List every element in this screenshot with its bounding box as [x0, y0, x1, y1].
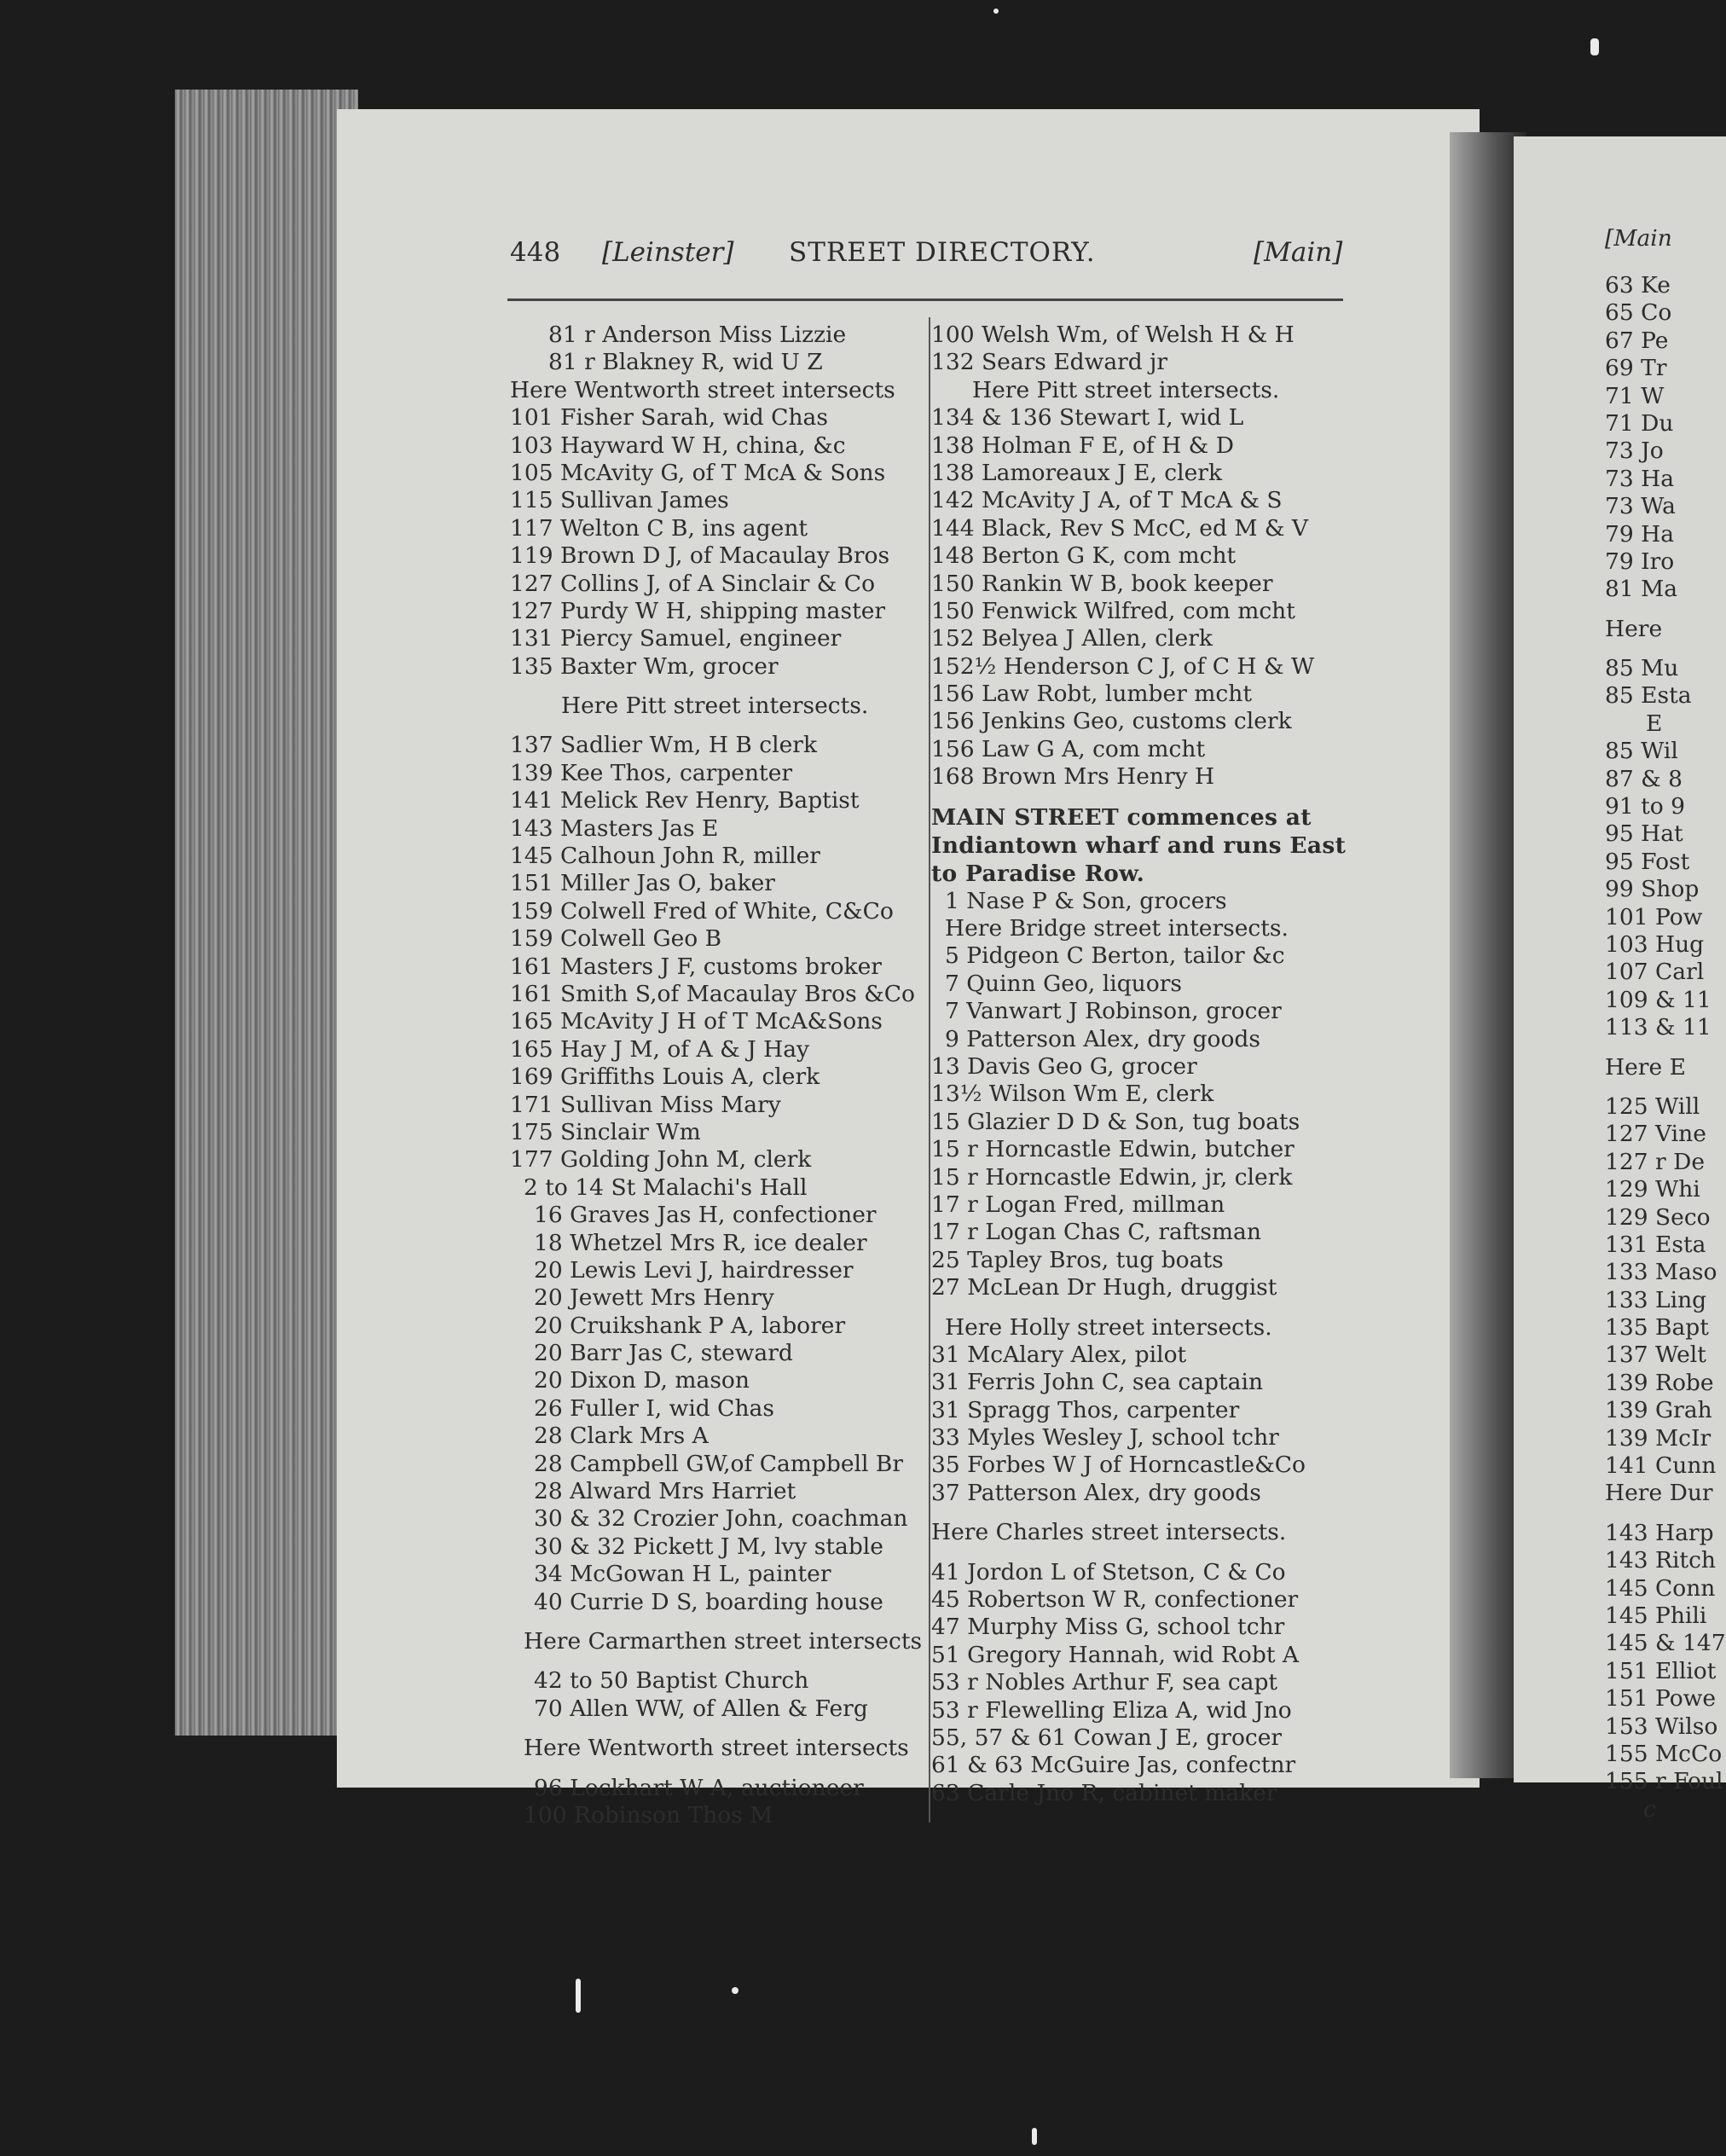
directory-entry: 26 Fuller I, wid Chas	[534, 1394, 774, 1422]
directory-entry: 28 Alward Mrs Harriet	[534, 1478, 796, 1505]
header-rule	[507, 298, 1343, 301]
intersection-note: Here Holly street intersects.	[945, 1313, 1272, 1341]
directory-entry: 15 r Horncastle Edwin, jr, clerk	[931, 1163, 1293, 1191]
directory-entry: 53 r Nobles Arthur F, sea capt	[931, 1669, 1278, 1696]
facing-entry: 151 Elliot	[1605, 1657, 1717, 1684]
directory-entry: 142 McAvity J A, of T McA & S	[931, 487, 1283, 514]
facing-entry: Here	[1605, 615, 1663, 642]
directory-entry: 42 to 50 Baptist Church	[534, 1667, 809, 1695]
directory-entry: 51 Gregory Hannah, wid Robt A	[931, 1641, 1300, 1668]
facing-entry: 125 Will	[1605, 1092, 1700, 1120]
facing-entry: 69 Tr	[1605, 355, 1667, 382]
directory-entry: 144 Black, Rev S McC, ed M & V	[931, 514, 1309, 542]
directory-entry: 159 Colwell Fred of White, C&Co	[510, 897, 894, 924]
facing-entry: 109 & 11	[1605, 986, 1712, 1013]
directory-entry: 28 Clark Mrs A	[534, 1423, 709, 1450]
directory-entry: 25 Tapley Bros, tug boats	[931, 1246, 1224, 1273]
directory-entry: 101 Fisher Sarah, wid Chas	[510, 404, 828, 432]
directory-entry: 13 Davis Geo G, grocer	[931, 1052, 1197, 1080]
directory-entry: 31 McAlary Alex, pilot	[931, 1341, 1187, 1368]
directory-entry: 2 to 14 St Malachi's Hall	[524, 1174, 808, 1201]
facing-entry: 139 McIr	[1605, 1424, 1712, 1452]
facing-entry: 71 W	[1605, 382, 1665, 409]
facing-entry: 113 & 11	[1605, 1014, 1712, 1041]
directory-entry: 20 Dixon D, mason	[534, 1367, 750, 1394]
facing-entry: 63 Ke	[1605, 272, 1671, 298]
intersection-note: Here Charles street intersects.	[931, 1519, 1287, 1546]
facing-entry: 127 r De	[1605, 1148, 1706, 1175]
directory-entry: 15 r Horncastle Edwin, butcher	[931, 1136, 1294, 1163]
directory-entry: 31 Spragg Thos, carpenter	[931, 1396, 1240, 1423]
directory-entry: 150 Rankin W B, book keeper	[931, 570, 1273, 597]
directory-entry: 63 Carle Jno R, cabinet maker	[931, 1779, 1277, 1806]
directory-entry: 117 Welton C B, ins agent	[510, 514, 808, 542]
facing-entry: 137 Welt	[1605, 1342, 1706, 1369]
facing-entry: 87 & 8	[1605, 765, 1683, 792]
directory-entry: 1 Nase P & Son, grocers	[945, 887, 1227, 914]
facing-entry: 85 Wil	[1605, 738, 1678, 765]
street-section-heading: MAIN STREET commences at Indiantown wharf and runs East to Paradise Row.	[931, 803, 1347, 887]
directory-entry: 18 Whetzel Mrs R, ice dealer	[534, 1229, 867, 1256]
directory-entry: 105 McAvity G, of T McA & Sons	[510, 459, 886, 486]
directory-entry: 47 Murphy Miss G, school tchr	[931, 1614, 1285, 1641]
facing-entry: 71 Du	[1605, 409, 1674, 437]
facing-entry: 151 Powe	[1605, 1685, 1717, 1713]
facing-entry: 133 Maso	[1605, 1259, 1717, 1286]
directory-entry: 115 Sullivan James	[510, 487, 729, 514]
directory-entry: 70 Allen WW, of Allen & Ferg	[534, 1695, 868, 1722]
directory-entry: 132 Sears Edward jr	[931, 349, 1168, 376]
film-speck	[732, 1987, 738, 1994]
intersection-note: Here Carmarthen street intersects	[524, 1627, 923, 1655]
directory-entry: 40 Currie D S, boarding house	[534, 1588, 883, 1615]
facing-entry: 145 Phili	[1605, 1602, 1707, 1629]
facing-entry: 141 Cunn	[1605, 1452, 1717, 1480]
directory-entry: 161 Masters J F, customs broker	[510, 953, 882, 980]
directory-entry: 9 Patterson Alex, dry goods	[945, 1025, 1260, 1052]
middle-column	[931, 322, 1358, 1807]
facing-entry: 131 Esta	[1605, 1231, 1706, 1258]
directory-entry: 138 Holman F E, of H & D	[931, 432, 1234, 459]
directory-entry: 30 & 32 Pickett J M, lvy stable	[534, 1533, 883, 1560]
directory-entry: 81 r Anderson Miss Lizzie	[548, 322, 847, 348]
directory-entry: 27 McLean Dr Hugh, druggist	[931, 1274, 1277, 1301]
directory-entry: 134 & 136 Stewart I, wid L	[931, 404, 1244, 432]
book-page-edges	[175, 90, 358, 1736]
directory-entry: 33 Myles Wesley J, school tchr	[931, 1424, 1279, 1452]
facing-entry: 143 Ritch	[1605, 1547, 1716, 1574]
directory-entry: 20 Lewis Levi J, hairdresser	[534, 1256, 854, 1284]
directory-entry: 100 Robinson Thos M	[524, 1801, 773, 1829]
directory-entry: 34 McGowan H L, painter	[534, 1561, 831, 1588]
directory-entry: 55, 57 & 61 Cowan J E, grocer	[931, 1724, 1283, 1751]
directory-entry: 20 Cruikshank P A, laborer	[534, 1312, 846, 1339]
facing-entry: 79 Iro	[1605, 548, 1675, 575]
directory-entry: 168 Brown Mrs Henry H	[931, 763, 1215, 791]
facing-entry: 91 to 9	[1605, 793, 1686, 820]
directory-entry: 127 Collins J, of A Sinclair & Co	[510, 570, 876, 597]
directory-entry: 61 & 63 McGuire Jas, confectnr	[931, 1752, 1296, 1779]
directory-entry: 96 Lockhart W A, auctioneer	[534, 1774, 864, 1801]
intersection-note: Here Bridge street intersects.	[945, 915, 1289, 942]
directory-entry: 177 Golding John M, clerk	[510, 1146, 812, 1174]
intersection-note: Here Pitt street intersects.	[561, 693, 869, 720]
directory-entry: 156 Law Robt, lumber mcht	[931, 681, 1252, 708]
directory-entry: 169 Griffiths Louis A, clerk	[510, 1064, 820, 1091]
facing-entry: 107 Carl	[1605, 959, 1705, 986]
film-speck	[1032, 2128, 1037, 2145]
directory-entry: 145 Calhoun John R, miller	[510, 843, 820, 870]
left-column	[510, 322, 922, 1829]
film-speck	[576, 1979, 581, 2013]
facing-entry: 133 Ling	[1605, 1286, 1707, 1313]
facing-entry: 143 Harp	[1605, 1519, 1714, 1546]
facing-entry: 73 Ha	[1605, 465, 1675, 492]
directory-entry: 7 Vanwart J Robinson, grocer	[945, 998, 1282, 1025]
facing-entry: 95 Fost	[1605, 848, 1690, 875]
directory-entry: 31 Ferris John C, sea captain	[931, 1369, 1264, 1396]
facing-entry: E	[1646, 710, 1663, 737]
directory-entry: 137 Sadlier Wm, H B clerk	[510, 732, 818, 759]
directory-entry: 20 Barr Jas C, steward	[534, 1340, 793, 1367]
directory-entry: 148 Berton G K, com mcht	[931, 542, 1237, 570]
facing-entry: 145 & 147	[1605, 1630, 1726, 1657]
facing-entry: 135 Bapt	[1605, 1314, 1709, 1342]
facing-range-head: [Main	[1605, 225, 1672, 252]
facing-entry: 73 Wa	[1605, 493, 1676, 520]
facing-entry: 145 Conn	[1605, 1574, 1716, 1602]
facing-entry: 85 Esta	[1605, 682, 1692, 710]
facing-entry: Here E	[1605, 1053, 1686, 1081]
directory-entry: 5 Pidgeon C Berton, tailor &c	[945, 942, 1285, 970]
directory-entry: 16 Graves Jas H, confectioner	[534, 1202, 877, 1229]
facing-page-column	[1605, 225, 1726, 1823]
directory-entry: 53 r Flewelling Eliza A, wid Jno	[931, 1696, 1292, 1724]
directory-entry: 119 Brown D J, of Macaulay Bros	[510, 542, 890, 570]
facing-entry: c	[1643, 1795, 1656, 1823]
facing-entry: Here Dur	[1605, 1480, 1713, 1507]
film-speck	[1590, 38, 1599, 55]
facing-entry: 139 Robe	[1605, 1369, 1714, 1396]
directory-entry: 171 Sullivan Miss Mary	[510, 1091, 781, 1118]
facing-entry: 99 Shop	[1605, 876, 1700, 903]
directory-entry: 45 Robertson W R, confectioner	[931, 1586, 1299, 1614]
facing-entry: 67 Pe	[1605, 327, 1669, 354]
directory-entry: 152 Belyea J Allen, clerk	[931, 625, 1213, 652]
directory-entry: 13½ Wilson Wm E, clerk	[931, 1081, 1214, 1108]
directory-entry: 41 Jordon L of Stetson, C & Co	[931, 1558, 1286, 1585]
facing-entry: 101 Pow	[1605, 903, 1703, 930]
film-speck	[993, 9, 999, 14]
intersection-note: Here Wentworth street intersects	[510, 376, 895, 403]
directory-entry: 28 Campbell GW,of Campbell Br	[534, 1450, 904, 1477]
directory-entry: 161 Smith S,of Macaulay Bros &Co	[510, 980, 915, 1007]
directory-entry: 156 Law G A, com mcht	[931, 735, 1206, 762]
facing-entry: 81 Ma	[1605, 576, 1678, 603]
facing-entry: 79 Ha	[1605, 520, 1675, 548]
intersection-note: Here Pitt street intersects.	[972, 376, 1280, 403]
directory-entry: 165 Hay J M, of A & J Hay	[510, 1035, 810, 1063]
directory-entry: 17 r Logan Chas C, raftsman	[931, 1219, 1261, 1246]
intersection-note: Here Wentworth street intersects	[524, 1735, 909, 1762]
directory-entry: 135 Baxter Wm, grocer	[510, 652, 779, 680]
page-number: 448	[510, 237, 561, 268]
facing-entry: 139 Grah	[1605, 1397, 1712, 1424]
column-divider	[929, 317, 930, 1823]
facing-entry: 155 r Foul	[1605, 1768, 1723, 1795]
directory-entry: 156 Jenkins Geo, customs clerk	[931, 708, 1292, 735]
directory-entry: 127 Purdy W H, shipping master	[510, 597, 886, 624]
facing-entry: 85 Mu	[1605, 655, 1679, 682]
facing-entry: 155 McCo	[1605, 1740, 1723, 1767]
directory-entry: 35 Forbes W J of Horncastle&Co	[931, 1452, 1306, 1479]
directory-entry: 37 Patterson Alex, dry goods	[931, 1479, 1261, 1506]
directory-entry: 131 Piercy Samuel, engineer	[510, 625, 842, 652]
directory-entry: 30 & 32 Crozier John, coachman	[534, 1505, 908, 1533]
directory-entry: 165 McAvity J H of T McA&Sons	[510, 1008, 883, 1035]
directory-entry: 138 Lamoreaux J E, clerk	[931, 459, 1223, 486]
facing-entry: 127 Vine	[1605, 1121, 1706, 1148]
directory-entry: 151 Miller Jas O, baker	[510, 870, 775, 897]
directory-entry: 100 Welsh Wm, of Welsh H & H	[931, 322, 1294, 348]
directory-entry: 139 Kee Thos, carpenter	[510, 759, 793, 786]
facing-entry: 103 Hug	[1605, 930, 1705, 958]
range-right: [Main]	[1254, 237, 1343, 268]
facing-entry: 73 Jo	[1605, 438, 1664, 465]
directory-entry: 81 r Blakney R, wid U Z	[548, 349, 823, 376]
directory-entry: 141 Melick Rev Henry, Baptist	[510, 787, 860, 814]
directory-entry: 152½ Henderson C J, of C H & W	[931, 652, 1315, 680]
directory-entry: 175 Sinclair Wm	[510, 1118, 701, 1145]
page-title: STREET DIRECTORY.	[789, 237, 1096, 268]
directory-entry: 103 Hayward W H, china, &c	[510, 432, 846, 459]
range-left: [Leinster]	[602, 237, 734, 268]
facing-entry: 129 Whi	[1605, 1176, 1700, 1203]
directory-entry: 159 Colwell Geo B	[510, 925, 722, 953]
directory-entry: 15 Glazier D D & Son, tug boats	[931, 1108, 1300, 1135]
facing-entry: 129 Seco	[1605, 1203, 1711, 1231]
directory-entry: 17 r Logan Fred, millman	[931, 1191, 1225, 1218]
directory-entry: 20 Jewett Mrs Henry	[534, 1284, 774, 1312]
facing-entry: 65 Co	[1605, 299, 1672, 327]
directory-entry: 150 Fenwick Wilfred, com mcht	[931, 597, 1295, 624]
directory-entry: 7 Quinn Geo, liquors	[945, 970, 1182, 997]
facing-entry: 153 Wilso	[1605, 1713, 1718, 1740]
facing-entry: 95 Hat	[1605, 820, 1683, 848]
directory-entry: 143 Masters Jas E	[510, 814, 719, 842]
